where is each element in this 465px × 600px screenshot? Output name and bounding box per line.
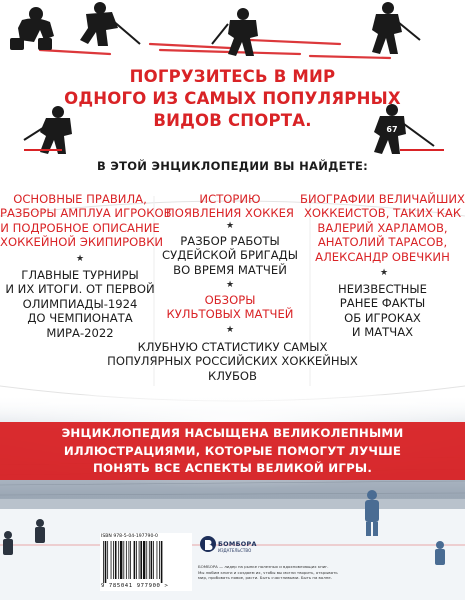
player-silhouette-icon [80,2,140,46]
jersey-number: 67 [386,125,398,134]
barcode-bar [129,541,130,579]
feature-tournaments: ГЛАВНЫЕ ТУРНИРЫ И ИХ ИТОГИ. ОТ ПЕРВОЙ ОЛИМПИАДЫ-1924 ДО ЧЕМПИОНАТА МИРА-2022 [5,268,155,340]
player-silhouette-icon [372,2,420,54]
feature-history: ИСТОРИЮ ПОЯВЛЕНИЯ ХОККЕЯ [166,192,294,221]
barcode-bar [123,541,124,579]
barcode-bar [153,541,154,579]
barcode-bar [143,541,145,579]
barcode-bar [126,541,127,579]
feature-club-stats: КЛУБНУЮ СТАТИСТИКУ САМЫХ ПОПУЛЯРНЫХ РОССИЙСКИХ ХОККЕЙНЫХ КЛУБОВ [107,340,358,383]
star-icon: ★ [225,325,235,335]
barcode-bar [161,541,163,583]
barcode-bar [130,541,131,579]
barcode-bar [157,541,158,579]
star-icon: ★ [379,268,389,278]
player-silhouette-icon [212,8,258,56]
publisher-sub: ИЗДАТЕЛЬСТВО [218,548,252,553]
barcode-bar [115,541,117,579]
barcode-bar [113,541,114,579]
cta-line: ЭНЦИКЛОПЕДИЯ НАСЫЩЕНА ВЕЛИКОЛЕПНЫМИ [61,426,404,440]
star-icon: ★ [225,221,235,231]
barcode-bar [105,541,107,583]
goalie-silhouette-icon [10,7,54,50]
barcode-bar [159,541,160,579]
barcode-bar [134,541,136,579]
cta-line: ПОНЯТЬ ВСЕ АСПЕКТЫ ВЕЛИКОЙ ИГРЫ. [92,461,373,475]
cta-text [0,425,465,478]
barcode-bar [151,541,153,579]
barcode-bar [120,541,122,579]
feature-referees: РАЗБОР РАБОТЫ СУДЕЙСКОЙ БРИГАДЫ ВО ВРЕМЯ МАТЧЕЙ [162,234,298,277]
barcode-bar [111,541,112,579]
ean-digits: 9 785041 977900 > [101,583,169,589]
publisher-blurb: БОМБОРА — лидер на рынке полезных и вдохновляющих книг. Мы любим книги и создаем их, чтобы вы могли творить, открывать мир, пробовать новое, расти. Быть счастливыми. Быть на волне. [198,564,338,581]
barcode-bar [118,541,119,579]
red-streaks [40,40,390,58]
headline [0,66,465,132]
feature-biographies: БИОГРАФИИ ВЕЛИЧАЙШИХ ХОККЕИСТОВ, ТАКИХ КАК ВАЛЕРИЙ ХАРЛАМОВ, АНАТОЛИЙ ТАРАСОВ, АЛЕКСАНДР ОВЕЧКИН [300,192,465,264]
isbn-label: ISBN 978-5-04-197790-0 [101,534,158,539]
cta-line: ИЛЛЮСТРАЦИЯМИ, КОТОРЫЕ ПОМОГУТ ЛУЧШЕ [63,443,402,458]
headline-line: ОДНОГО ИЗ САМЫХ ПОПУЛЯРНЫХ [64,89,401,108]
feature-rules: ОСНОВНЫЕ ПРАВИЛА, РАЗБОРЫ АМПЛУА ИГРОКОВ И ПОДРОБНОЕ ОПИСАНИЕ ХОККЕЙНОЙ ЭКИПИРОВКИ [0,192,172,250]
barcode-bar [146,541,147,579]
star-icon: ★ [225,280,235,290]
barcode-bar [136,541,137,579]
barcode-bar [149,541,150,579]
star-icon: ★ [75,254,85,264]
publisher-name: БОМБОРА [218,540,257,548]
barcode-bar [139,541,140,579]
headline-line: ПОГРУЗИТЕСЬ В МИР [129,67,336,86]
barcode-bar [107,541,108,579]
barcode-bar [140,541,142,579]
headline-line: ВИДОВ СПОРТА. [153,111,312,130]
feature-reviews: ОБЗОРЫ КУЛЬТОВЫХ МАТЧЕЙ [166,293,294,322]
barcode-bar [103,541,104,583]
barcode-icon [101,541,189,583]
subhead: В ЭТОЙ ЭНЦИКЛОПЕДИИ ВЫ НАЙДЕТЕ: [96,159,369,173]
feature-facts: НЕИЗВЕСТНЫЕ РАНЕЕ ФАКТЫ ОБ ИГРОКАХ И МАТЧАХ [338,282,427,340]
